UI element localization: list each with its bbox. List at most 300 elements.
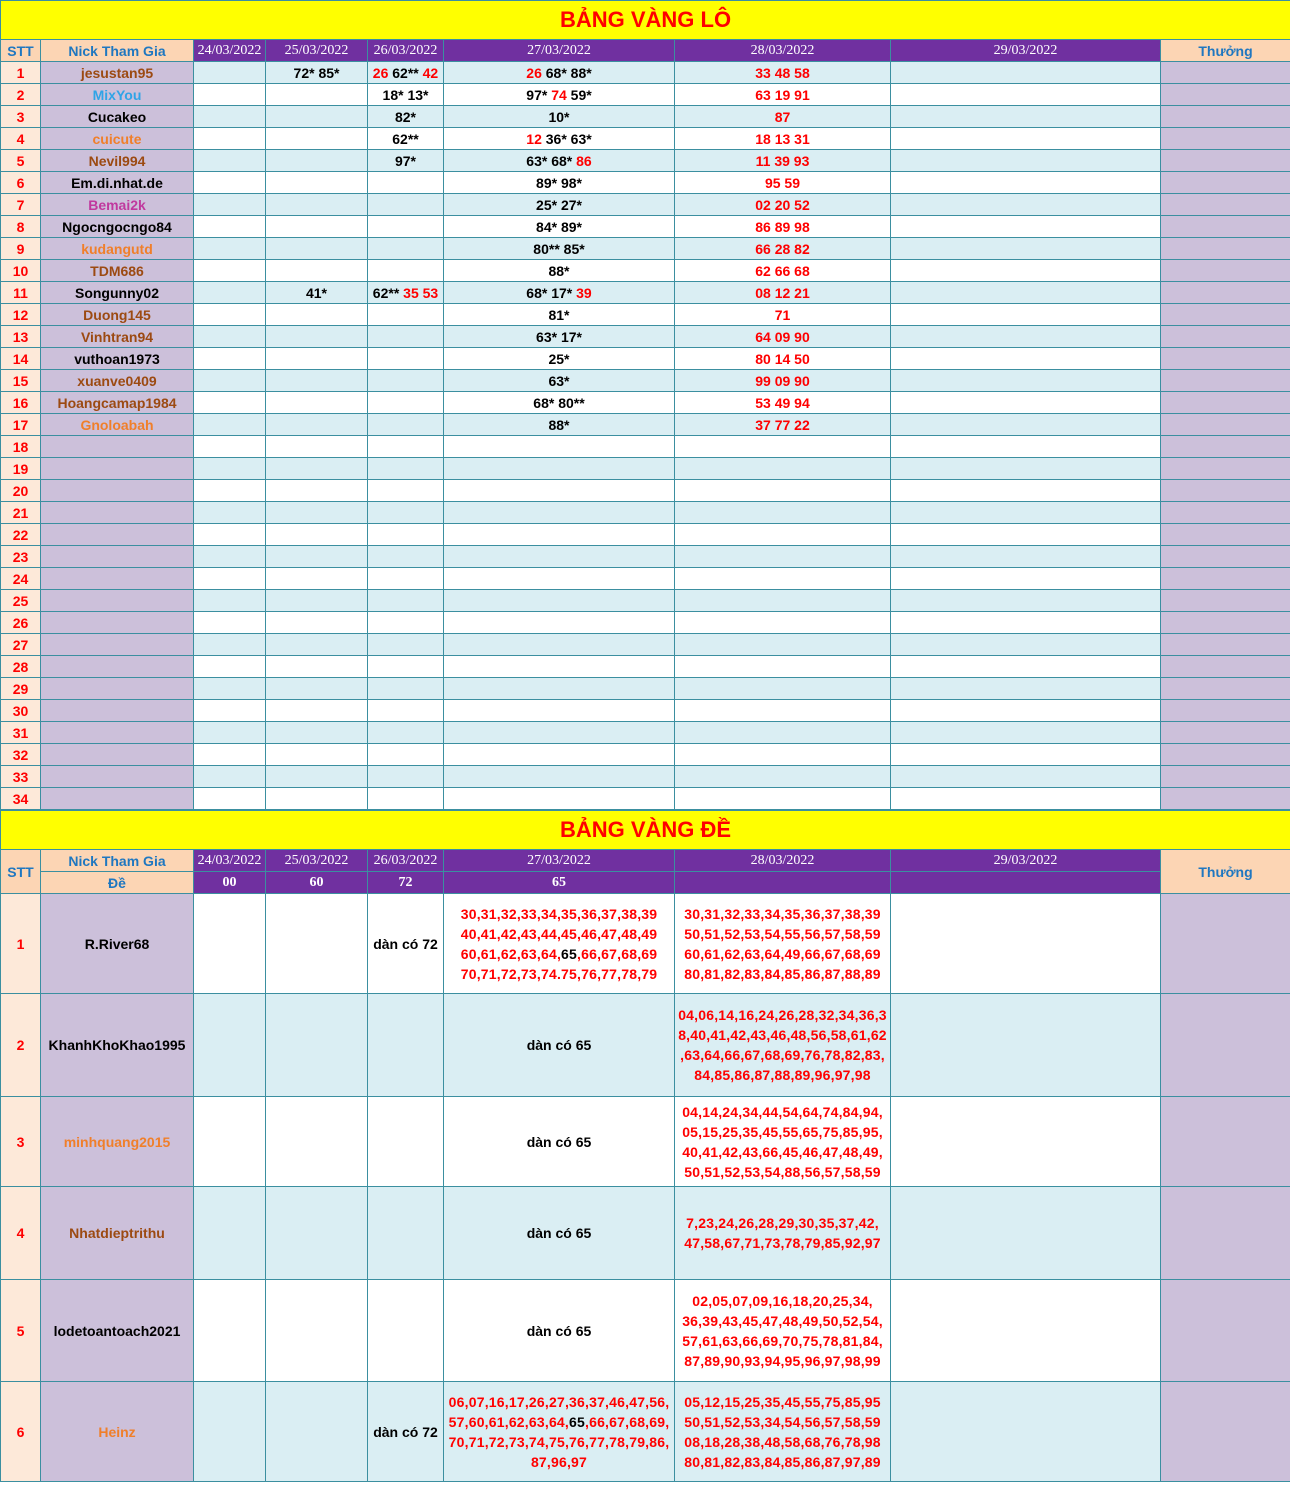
thuong-cell: [1161, 678, 1290, 700]
pick-cell: [194, 744, 266, 766]
pick-cell: [194, 678, 266, 700]
pick-number: 02 20 52: [755, 196, 810, 213]
stt-cell: 26: [1, 612, 41, 634]
stt-cell: 4: [1, 128, 41, 150]
pick-cell: [444, 414, 675, 436]
pick-cell: [266, 436, 368, 458]
pick-cell: [194, 128, 266, 150]
nick-cell: [41, 458, 194, 480]
nick-cell: cuicute: [41, 128, 194, 150]
pick-cell: dàn có 65: [444, 1187, 675, 1280]
pick-cell: [368, 788, 444, 810]
pick-cell: [368, 1187, 444, 1280]
pick-cell: [266, 62, 368, 84]
pick-cell: [368, 84, 444, 106]
number-part: ,66,67,68,69: [577, 945, 658, 962]
table-row: [1, 894, 1290, 994]
pick-number: 97*: [394, 152, 417, 169]
pick-cell: [266, 678, 368, 700]
pick-cell: [368, 150, 444, 172]
pick-number: 36* 63*: [545, 130, 592, 147]
stt-cell: 22: [1, 524, 41, 546]
thuong-cell: [1161, 84, 1290, 106]
pick-cell: dàn có 65: [444, 1280, 675, 1382]
table-row: [1, 612, 1290, 634]
number-line: 87,89,90,93,94,95,96,97,98,99: [684, 1352, 881, 1369]
thuong-cell: [1161, 106, 1290, 128]
nick-cell: xuanve0409: [41, 370, 194, 392]
thuong-cell: [1161, 634, 1290, 656]
thuong-cell: [1161, 766, 1290, 788]
table-row: [1, 106, 1290, 128]
pick-number: 26: [372, 64, 393, 81]
pick-cell: [444, 150, 675, 172]
pick-number: 88*: [548, 262, 570, 279]
nick-cell: [41, 502, 194, 524]
pick-cell: [675, 238, 891, 260]
pick-cell: [891, 436, 1161, 458]
pick-cell: [675, 128, 891, 150]
pick-cell: [368, 260, 444, 282]
de-result: 00: [194, 872, 266, 894]
thuong-cell: [1161, 1097, 1290, 1187]
table-row: [1, 502, 1290, 524]
pick-cell: [891, 1280, 1161, 1382]
nick-cell: Ngocngocngo84: [41, 216, 194, 238]
pick-cell: [368, 568, 444, 590]
table-row: [1, 348, 1290, 370]
nick-cell: Gnoloabah: [41, 414, 194, 436]
pick-cell: [444, 766, 675, 788]
pick-cell: [368, 414, 444, 436]
pick-cell: [444, 304, 675, 326]
pick-cell: dàn có 72: [368, 894, 444, 994]
thuong-cell: [1161, 326, 1290, 348]
pick-cell: [891, 370, 1161, 392]
pick-number: 86 89 98: [755, 218, 810, 235]
de-label-header: Đề: [41, 872, 194, 894]
thuong-cell: [1161, 1280, 1290, 1382]
pick-number: 42: [422, 64, 439, 81]
stt-cell: 11: [1, 282, 41, 304]
stt-cell: 6: [1, 1382, 41, 1482]
pick-cell: [891, 304, 1161, 326]
pick-cell: [444, 568, 675, 590]
thuong-cell: [1161, 458, 1290, 480]
pick-cell: [368, 106, 444, 128]
thuong-cell: [1161, 128, 1290, 150]
stt-cell: 27: [1, 634, 41, 656]
date-header: 25/03/2022: [266, 850, 368, 872]
pick-cell: [194, 304, 266, 326]
pick-cell: [444, 128, 675, 150]
number-line: 8,40,41,42,43,46,48,56,58,61,62: [678, 1027, 887, 1043]
table-row: [1, 370, 1290, 392]
nick-cell: Songunny02: [41, 282, 194, 304]
pick-number: 95 59: [764, 174, 801, 191]
date-header: 28/03/2022: [675, 40, 891, 62]
pick-cell: [675, 172, 891, 194]
nick-cell: Duong145: [41, 304, 194, 326]
number-line: 50,51,52,53,34,54,56,57,58,59: [684, 1413, 881, 1430]
pick-cell: [194, 568, 266, 590]
nick-cell: kudangutd: [41, 238, 194, 260]
pick-cell: [266, 700, 368, 722]
pick-cell: [675, 150, 891, 172]
number-line: 50,51,52,53,54,55,56,57,58,59: [684, 925, 881, 942]
de-title: BẢNG VÀNG ĐỀ: [1, 811, 1290, 850]
nick-cell: Hoangcamap1984: [41, 392, 194, 414]
pick-cell: [266, 744, 368, 766]
pick-cell: [368, 634, 444, 656]
pick-cell: [675, 348, 891, 370]
pick-number: 87: [774, 108, 791, 125]
pick-cell: [368, 348, 444, 370]
pick-cell: [368, 700, 444, 722]
pick-cell: [444, 788, 675, 810]
pick-cell: [368, 392, 444, 414]
stt-cell: 2: [1, 84, 41, 106]
pick-cell: [194, 788, 266, 810]
table-row: [1, 744, 1290, 766]
nick-cell: [41, 722, 194, 744]
pick-cell: [194, 414, 266, 436]
pick-cell: [444, 62, 675, 84]
pick-cell: [891, 656, 1161, 678]
nick-cell: Vinhtran94: [41, 326, 194, 348]
pick-cell: [891, 634, 1161, 656]
pick-cell: [194, 282, 266, 304]
thuong-cell: [1161, 260, 1290, 282]
pick-number: 53 49 94: [755, 394, 810, 411]
pick-cell: [194, 546, 266, 568]
number-line: 70,71,72,73,74,75,76,77,78,79,86,: [448, 1433, 670, 1450]
pick-number: 74: [551, 86, 571, 103]
stt-cell: 25: [1, 590, 41, 612]
pick-cell: [194, 458, 266, 480]
pick-cell: [194, 62, 266, 84]
pick-cell: [266, 194, 368, 216]
number-line: 36,39,43,45,47,48,49,50,52,54,: [682, 1312, 883, 1329]
nick-cell: [41, 590, 194, 612]
table-row: [1, 1097, 1290, 1187]
pick-cell: [194, 1187, 266, 1280]
thuong-cell: [1161, 722, 1290, 744]
stt-cell: 5: [1, 150, 41, 172]
pick-cell: [891, 678, 1161, 700]
number-part: 57,60,61,62,63,64,: [448, 1413, 570, 1430]
pick-number: 62**: [392, 130, 419, 147]
pick-cell: [368, 458, 444, 480]
pick-cell: [194, 894, 266, 994]
stt-cell: 30: [1, 700, 41, 722]
pick-cell: [194, 194, 266, 216]
thuong-cell: [1161, 1382, 1290, 1482]
pick-cell: [444, 216, 675, 238]
pick-cell: [891, 894, 1161, 994]
thuong-cell: [1161, 700, 1290, 722]
number-line: 7,23,24,26,28,29,30,35,37,42,: [686, 1215, 879, 1231]
pick-cell: [266, 994, 368, 1097]
pick-cell: [891, 392, 1161, 414]
stt-cell: 19: [1, 458, 41, 480]
pick-number: 68* 80**: [533, 394, 585, 411]
pick-number: 10*: [548, 108, 570, 125]
stt-cell: 14: [1, 348, 41, 370]
pick-cell: [891, 150, 1161, 172]
nick-cell: [41, 612, 194, 634]
highlight-number: 65: [569, 1413, 585, 1430]
pick-cell: [675, 656, 891, 678]
pick-cell: [891, 700, 1161, 722]
lo-title: BẢNG VÀNG LÔ: [1, 1, 1290, 40]
table-row: [1, 458, 1290, 480]
pick-cell: [891, 216, 1161, 238]
pick-cell: [444, 436, 675, 458]
date-header: 26/03/2022: [368, 850, 444, 872]
pick-cell: [194, 238, 266, 260]
pick-number: 12: [526, 130, 546, 147]
stt-cell: 10: [1, 260, 41, 282]
number-line: 05,12,15,25,35,45,55,75,85,95: [684, 1393, 881, 1410]
pick-cell: [194, 656, 266, 678]
pick-cell: [194, 260, 266, 282]
pick-cell: [444, 722, 675, 744]
stt-cell: 16: [1, 392, 41, 414]
pick-number: 82*: [394, 108, 417, 125]
nick-header: Nick Tham Gia: [41, 40, 194, 62]
pick-cell: [444, 172, 675, 194]
stt-cell: 20: [1, 480, 41, 502]
pick-number: 68* 17*: [526, 284, 577, 301]
nick-cell: lodetoantoach2021: [41, 1280, 194, 1382]
pick-cell: [194, 1097, 266, 1187]
number-line: 04,14,24,34,44,54,64,74,84,94,: [682, 1103, 883, 1120]
pick-cell: [266, 656, 368, 678]
pick-cell: [266, 568, 368, 590]
pick-cell: [368, 480, 444, 502]
de-result: 65: [444, 872, 675, 894]
pick-cell: [891, 260, 1161, 282]
pick-number: 18* 13*: [382, 86, 429, 103]
pick-cell: dàn có 72: [368, 1382, 444, 1482]
table-row: [1, 788, 1290, 810]
nick-cell: TDM686: [41, 260, 194, 282]
pick-number: 08 12 21: [755, 284, 810, 301]
pick-cell: [675, 700, 891, 722]
number-part: ,66,67,68,69,: [585, 1413, 670, 1430]
pick-cell: [266, 458, 368, 480]
pick-cell: [368, 216, 444, 238]
pick-cell: [675, 722, 891, 744]
pick-cell: [675, 744, 891, 766]
pick-number: 68* 88*: [545, 64, 592, 81]
stt-cell: 23: [1, 546, 41, 568]
stt-cell: 28: [1, 656, 41, 678]
pick-cell: [675, 282, 891, 304]
stt-cell: 8: [1, 216, 41, 238]
pick-cell: [194, 216, 266, 238]
pick-cell: [675, 568, 891, 590]
table-row: [1, 678, 1290, 700]
table-row: [1, 1280, 1290, 1382]
stt-header: STT: [1, 40, 41, 62]
pick-number: 25*: [548, 350, 570, 367]
table-row: [1, 480, 1290, 502]
pick-cell: [368, 722, 444, 744]
pick-cell: [266, 480, 368, 502]
pick-cell: [675, 326, 891, 348]
stt-cell: 34: [1, 788, 41, 810]
pick-cell: [675, 480, 891, 502]
table-row: [1, 414, 1290, 436]
table-row: [1, 260, 1290, 282]
pick-number: 59*: [570, 86, 592, 103]
date-header: 27/03/2022: [444, 850, 675, 872]
pick-cell: [675, 1187, 891, 1280]
date-header: 28/03/2022: [675, 850, 891, 872]
number-line: 06,07,16,17,26,27,36,37,46,47,56,: [448, 1393, 670, 1410]
thuong-cell: [1161, 612, 1290, 634]
pick-cell: [266, 128, 368, 150]
nick-cell: R.River68: [41, 894, 194, 994]
table-row: [1, 436, 1290, 458]
pick-cell: [891, 788, 1161, 810]
nick-cell: Cucakeo: [41, 106, 194, 128]
thuong-cell: [1161, 304, 1290, 326]
pick-number: 89* 98*: [536, 174, 582, 191]
table-row: [1, 994, 1290, 1097]
pick-cell: [266, 894, 368, 994]
stt-cell: 33: [1, 766, 41, 788]
pick-number: 80 14 50: [755, 350, 810, 367]
nick-cell: KhanhKhoKhao1995: [41, 994, 194, 1097]
pick-cell: [444, 894, 675, 994]
pick-cell: [891, 414, 1161, 436]
number-line: 87,96,97: [530, 1453, 588, 1470]
number-line: 80,81,82,83,84,85,86,87,97,89: [684, 1453, 881, 1470]
table-row: [1, 656, 1290, 678]
de-result: [891, 872, 1161, 894]
nick-cell: [41, 524, 194, 546]
thuong-cell: [1161, 744, 1290, 766]
pick-number: 35 53: [403, 284, 439, 301]
pick-cell: [444, 260, 675, 282]
pick-cell: [675, 414, 891, 436]
stt-cell: 31: [1, 722, 41, 744]
de-table-body: [1, 894, 1290, 1482]
pick-cell: [266, 326, 368, 348]
thuong-cell: [1161, 216, 1290, 238]
pick-cell: [675, 458, 891, 480]
pick-cell: [891, 238, 1161, 260]
thuong-cell: [1161, 524, 1290, 546]
pick-number: 62 66 68: [755, 262, 810, 279]
pick-number: 63 19 91: [755, 86, 810, 103]
pick-number: 84* 89*: [536, 218, 582, 235]
pick-cell: [266, 788, 368, 810]
pick-cell: [194, 392, 266, 414]
pick-cell: [675, 62, 891, 84]
pick-cell: [368, 282, 444, 304]
pick-cell: [675, 502, 891, 524]
pick-cell: [368, 766, 444, 788]
pick-cell: [266, 172, 368, 194]
pick-cell: [891, 1187, 1161, 1280]
pick-cell: [891, 766, 1161, 788]
nick-cell: [41, 766, 194, 788]
table-row: [1, 238, 1290, 260]
pick-cell: [891, 744, 1161, 766]
pick-cell: [194, 612, 266, 634]
de-result: 60: [266, 872, 368, 894]
table-row: [1, 1187, 1290, 1280]
pick-number: 41*: [305, 284, 328, 301]
pick-cell: [891, 128, 1161, 150]
pick-cell: [444, 700, 675, 722]
table-row: [1, 766, 1290, 788]
pick-cell: [194, 150, 266, 172]
date-header: 26/03/2022: [368, 40, 444, 62]
pick-cell: [194, 84, 266, 106]
pick-cell: [675, 370, 891, 392]
pick-cell: [368, 62, 444, 84]
pick-cell: [444, 656, 675, 678]
pick-cell: [368, 1097, 444, 1187]
thuong-cell: [1161, 590, 1290, 612]
pick-cell: [368, 128, 444, 150]
bang-vang-de-table: [0, 810, 1290, 1482]
pick-number: 33 48 58: [755, 64, 810, 81]
pick-cell: [891, 62, 1161, 84]
pick-cell: [194, 1382, 266, 1482]
pick-cell: [675, 678, 891, 700]
pick-cell: [194, 722, 266, 744]
stt-cell: 1: [1, 62, 41, 84]
thuong-cell: [1161, 994, 1290, 1097]
nick-cell: Heinz: [41, 1382, 194, 1482]
stt-cell: 29: [1, 678, 41, 700]
pick-cell: [444, 326, 675, 348]
pick-number: 71: [774, 306, 791, 323]
nick-cell: [41, 678, 194, 700]
date-header: 29/03/2022: [891, 850, 1161, 872]
pick-cell: [266, 502, 368, 524]
thuong-cell: [1161, 656, 1290, 678]
stt-cell: 15: [1, 370, 41, 392]
pick-cell: [891, 994, 1161, 1097]
number-line: ,63,64,66,67,68,69,76,78,82,83,: [680, 1047, 885, 1063]
pick-cell: [675, 304, 891, 326]
stt-cell: 3: [1, 1097, 41, 1187]
table-row: [1, 84, 1290, 106]
pick-cell: [266, 634, 368, 656]
pick-cell: [368, 172, 444, 194]
stt-cell: 6: [1, 172, 41, 194]
number-line: 47,58,67,71,73,78,79,85,92,97: [684, 1235, 881, 1251]
pick-cell: [891, 194, 1161, 216]
thuong-cell: [1161, 568, 1290, 590]
pick-cell: [194, 106, 266, 128]
pick-cell: [444, 238, 675, 260]
table-row: [1, 722, 1290, 744]
pick-cell: [891, 1097, 1161, 1187]
pick-cell: [444, 370, 675, 392]
stt-cell: 13: [1, 326, 41, 348]
pick-cell: [266, 1097, 368, 1187]
stt-cell: 21: [1, 502, 41, 524]
pick-number: 63* 17*: [536, 328, 582, 345]
